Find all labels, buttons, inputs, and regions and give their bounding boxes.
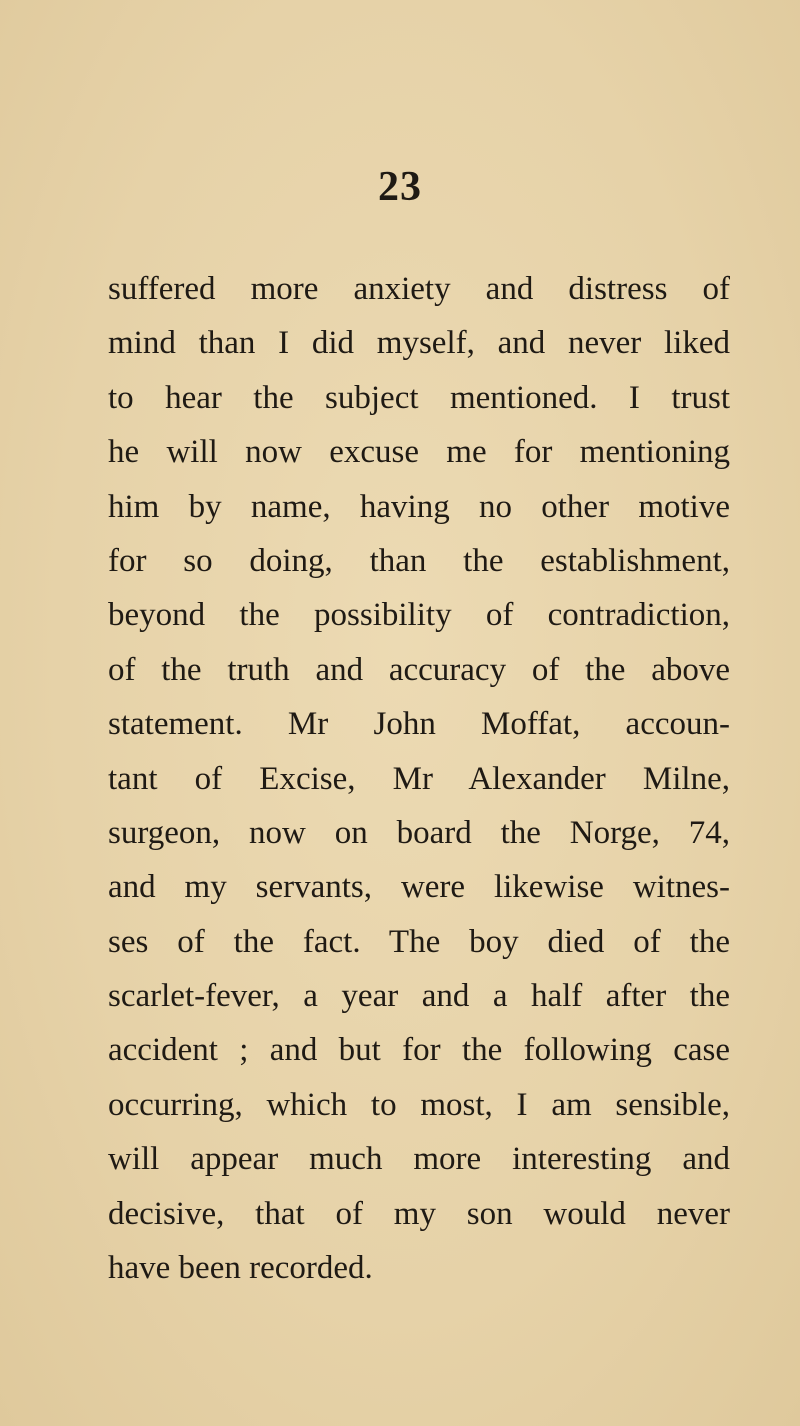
text-line-9: statement. Mr John Moffat, accoun- [108,706,730,743]
text-line-11: surgeon, now on board the Norge, 74, [108,814,730,851]
text-line-7: beyond the possibility of contradiction, [108,597,730,634]
text-line-17: will appear much more interesting and [108,1141,730,1178]
body-text [108,262,730,1295]
text-line-15: accident ; and but for the following case [108,1032,730,1069]
text-line-2: mind than I did myself, and never liked [108,325,730,362]
text-line-18: decisive, that of my son would never [108,1195,730,1232]
text-line-5: him by name, having no other motive [108,488,730,525]
text-line-12: and my servants, were likewise witnes- [108,869,730,906]
text-line-16: occurring, which to most, I am sensible, [108,1086,730,1123]
text-line-8: of the truth and accuracy of the above [108,651,730,688]
text-line-19: have been recorded. [108,1250,373,1287]
text-line-10: tant of Excise, Mr Alexander Milne, [108,760,730,797]
text-line-4: he will now excuse me for mentioning [108,434,730,471]
page-number: 23 [378,164,422,210]
text-line-13: ses of the fact. The boy died of the [108,923,730,960]
text-line-1: suffered more anxiety and distress of [108,271,730,307]
text-line-3: to hear the subject mentioned. I trust [108,379,730,416]
text-line-6: for so doing, than the establishment, [108,542,730,579]
text-line-14: scarlet-fever, a year and a half after the [108,978,730,1015]
